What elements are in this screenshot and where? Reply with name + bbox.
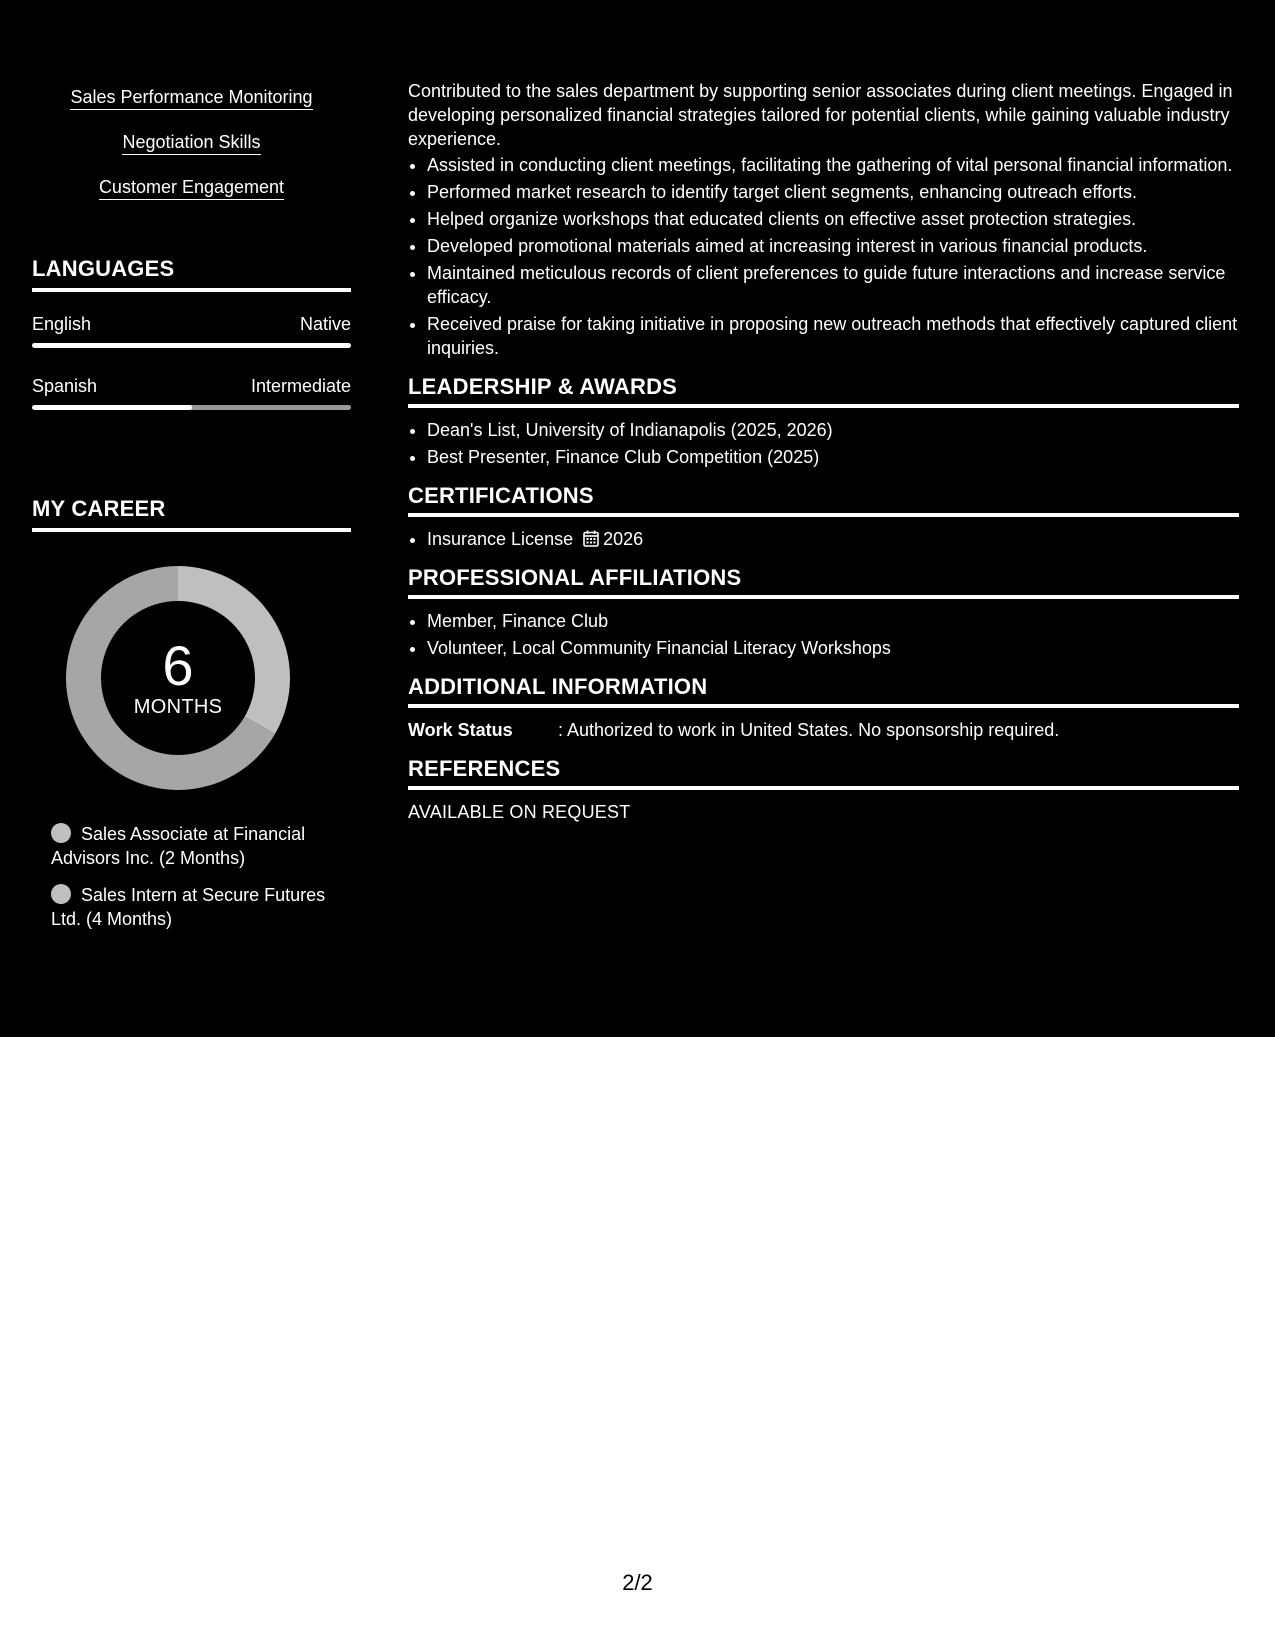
- affiliation-item: • Member, Finance Club: [427, 609, 1239, 633]
- language-name: English: [32, 314, 92, 334]
- experience-bullet: • Maintained meticulous records of client preferences to guide future interactions and increase service efficacy.: [427, 261, 1239, 309]
- work-status-row: [408, 718, 1239, 742]
- career-legend-label: Sales Associate at Financial Advisors Inc. (2 Months): [51, 824, 306, 868]
- circle-dot-icon: [51, 823, 71, 843]
- experience-bullets: [408, 153, 1239, 360]
- certifications-list: [408, 527, 1239, 551]
- experience-bullet: • Helped organize workshops that educated clients on effective asset protection strategies.: [427, 207, 1239, 231]
- skill-item: Customer Engagement: [99, 176, 284, 200]
- career-total-months: 6: [162, 634, 194, 697]
- language-row: [32, 314, 351, 335]
- sidebar: [32, 86, 351, 929]
- career-legend: [51, 822, 341, 944]
- skill-item: Negotiation Skills: [122, 131, 260, 155]
- experience-bullet: • Received praise for taking initiative in proposing new outreach methods that effectively captured client inquiries.: [427, 312, 1239, 360]
- certification-item: [427, 527, 1239, 551]
- affiliation-item: • Volunteer, Local Community Financial Literacy Workshops: [427, 636, 1239, 660]
- career-legend-label: Sales Intern at Secure Futures Ltd. (4 Months): [51, 885, 326, 929]
- career-legend-item: [51, 822, 341, 870]
- main-content: [408, 79, 1239, 824]
- certification-name: Insurance License: [427, 529, 574, 549]
- page-number: 2/2: [622, 1570, 653, 1595]
- additional-info-heading: ADDITIONAL INFORMATION: [408, 674, 1239, 708]
- certifications-heading: CERTIFICATIONS: [408, 483, 1239, 517]
- experience-bullet: • Assisted in conducting client meetings, facilitating the gathering of vital personal financial information.: [427, 153, 1239, 177]
- donut-center: [66, 566, 290, 790]
- career-section: [32, 496, 351, 929]
- skill-item: Sales Performance Monitoring: [70, 86, 312, 110]
- career-donut-chart: [66, 566, 290, 790]
- leadership-heading: LEADERSHIP & AWARDS: [408, 374, 1239, 408]
- experience-bullet: • Performed market research to identify target client segments, enhancing outreach efforts.: [427, 180, 1239, 204]
- leadership-item: • Dean's List, University of Indianapolis (2025, 2026): [427, 418, 1239, 442]
- calendar-icon: [583, 530, 599, 547]
- certification-year: 2026: [603, 529, 644, 549]
- leadership-list: [408, 418, 1239, 469]
- language-row: [32, 376, 351, 397]
- language-name: Spanish: [32, 376, 98, 396]
- career-total-unit: MONTHS: [133, 696, 223, 718]
- language-proficiency-fill: [32, 405, 192, 410]
- language-proficiency-fill: [32, 343, 351, 348]
- affiliations-list: [408, 609, 1239, 660]
- language-level: Native: [299, 314, 351, 334]
- languages-heading: LANGUAGES: [32, 256, 351, 292]
- work-status-label: Work Status: [408, 720, 513, 740]
- language-proficiency-bar: [32, 405, 351, 410]
- languages-section: [32, 256, 351, 410]
- skills-list: [32, 86, 351, 221]
- references-text: AVAILABLE ON REQUEST: [408, 802, 631, 822]
- leadership-item: • Best Presenter, Finance Club Competition (2025): [427, 445, 1239, 469]
- career-legend-item: [51, 883, 341, 931]
- experience-intro: Contributed to the sales department by supporting senior associates during client meetings. Engaged in developing personalized financial strategies tailored for potential clients, while gaining valuable industry experience.: [408, 81, 1233, 149]
- language-proficiency-bar: [32, 343, 351, 348]
- language-level: Intermediate: [250, 376, 351, 396]
- affiliations-heading: PROFESSIONAL AFFILIATIONS: [408, 565, 1239, 599]
- experience-bullet: • Developed promotional materials aimed at increasing interest in various financial products.: [427, 234, 1239, 258]
- work-status-value: : Authorized to work in United States. No sponsorship required.: [558, 720, 1060, 740]
- career-heading: MY CAREER: [32, 496, 351, 532]
- circle-dot-icon: [51, 884, 71, 904]
- references-heading: REFERENCES: [408, 756, 1239, 790]
